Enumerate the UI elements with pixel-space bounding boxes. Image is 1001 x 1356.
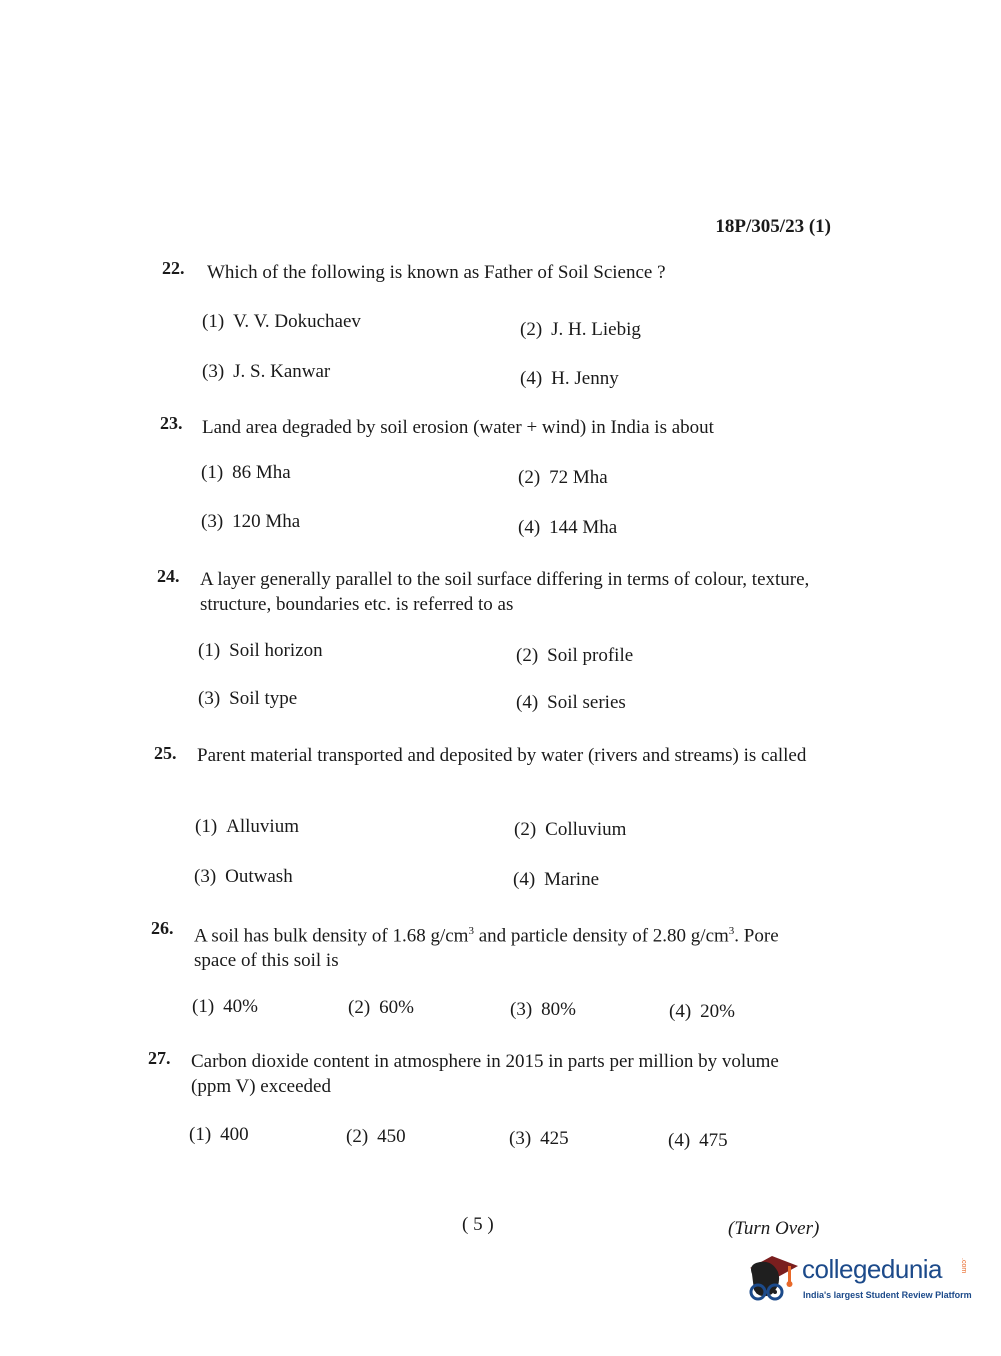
option-3: (3) J. S. Kanwar xyxy=(202,361,331,382)
option-1: (1) Alluvium xyxy=(195,816,299,837)
option-2: (2) Soil profile xyxy=(516,645,634,666)
question-text: A soil has bulk density of 1.68 $g/cm^3$ and particle density of 2.80 $g/cm^3$. Pore space of this soil is xyxy=(194,925,779,972)
option-1: (1) V. V. Dokuchaev xyxy=(202,311,361,332)
option-3: (3) 120 Mha xyxy=(201,511,301,532)
option-3: (3) Soil type xyxy=(198,688,298,709)
option-2: (2) J. H. Liebig xyxy=(520,319,641,340)
option-4: (4) Soil series xyxy=(516,692,626,713)
question-text: Which of the following is known as Father of Soil Science ? xyxy=(207,262,666,283)
question-number: 25. xyxy=(154,743,177,763)
option-1: (1) Soil horizon xyxy=(198,640,323,661)
option-1: (1) 40% xyxy=(192,996,258,1017)
option-4: (4) 475 xyxy=(668,1130,728,1151)
option-2: (2) 450 xyxy=(346,1126,406,1147)
question-number: 24. xyxy=(157,566,180,586)
question-number: 27. xyxy=(148,1048,171,1068)
option-4: (4) 20% xyxy=(669,1001,735,1022)
logo-com: .com xyxy=(960,1258,967,1274)
option-4: (4) H. Jenny xyxy=(520,368,619,389)
question-text: Parent material transported and deposited by water (rivers and streams) is called xyxy=(197,745,807,766)
question-text: Land area degraded by soil erosion (water + wind) in India is about xyxy=(202,417,714,438)
option-3: (3) 425 xyxy=(509,1128,569,1149)
option-2: (2) 72 Mha xyxy=(518,467,608,488)
collegedunia-logo xyxy=(742,1250,972,1310)
option-4: (4) Marine xyxy=(513,869,600,890)
question-number: 26. xyxy=(151,918,174,938)
question-number: 22. xyxy=(162,258,185,278)
question-text: Carbon dioxide content in atmosphere in 2015 in parts per million by volume (ppm V) exceeded xyxy=(191,1051,779,1097)
logo-tagline: India's largest Student Review Platform xyxy=(803,1290,972,1300)
option-2: (2) 60% xyxy=(348,997,414,1018)
option-1: (1) 400 xyxy=(189,1124,249,1145)
option-2: (2) Colluvium xyxy=(514,819,627,840)
logo-wordmark: collegedunia xyxy=(802,1254,943,1284)
question-number: 23. xyxy=(160,413,183,433)
option-3: (3) Outwash xyxy=(194,866,293,887)
question-text: A layer generally parallel to the soil surface differing in terms of colour, texture, structure, boundaries etc. is referred to as xyxy=(200,569,810,615)
mascot-icon xyxy=(742,1250,800,1308)
option-4: (4) 144 Mha xyxy=(518,517,618,538)
option-3: (3) 80% xyxy=(510,999,576,1020)
paper-code: 18P/305/23 (1) xyxy=(715,216,831,237)
page-number: ( 5 ) xyxy=(462,1214,494,1235)
turn-over-note: (Turn Over) xyxy=(728,1218,820,1239)
option-1: (1) 86 Mha xyxy=(201,462,291,483)
